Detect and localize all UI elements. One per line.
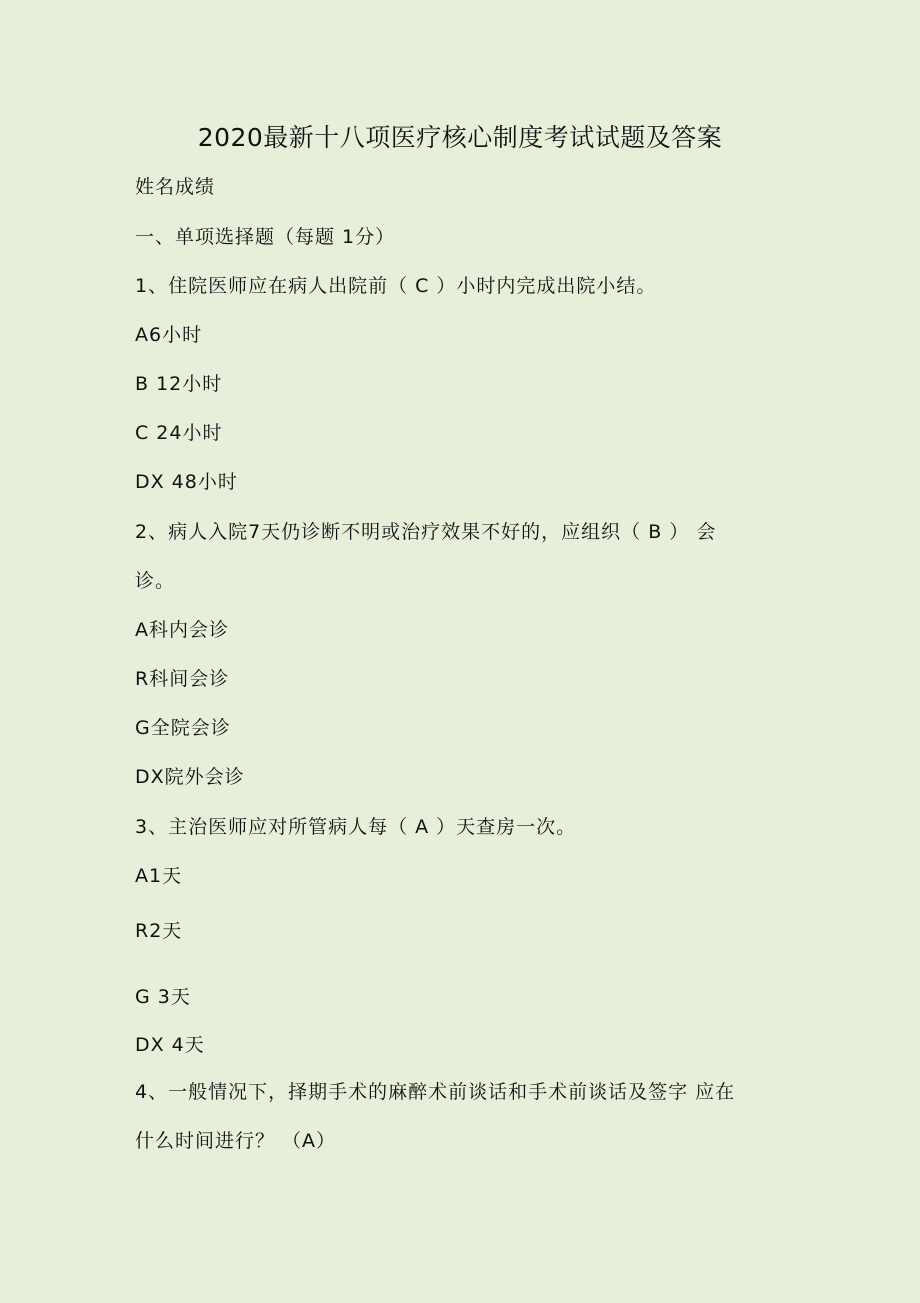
question-2: 2、病人入院7天仍诊断不明或治疗效果不好的，应组织（ B ） 会 [135,521,717,543]
question-3: 3、主治医师应对所管病人每（ A ）天查房一次。 [135,816,577,838]
q3-option-c: G 3天 [135,986,191,1008]
q1-option-b: B 12小时 [135,373,223,395]
name-score-line: 姓名成绩 [135,176,216,198]
q2-option-c: G全院会诊 [135,717,231,739]
q3-option-d: DX 4天 [135,1034,205,1056]
question-4: 4、一般情况下，择期手术的麻醉术前谈话和手术前谈话及签字 应在 [135,1081,736,1103]
q1-option-d: DX 48小时 [135,471,238,493]
q2-option-d: DX院外会诊 [135,766,245,788]
q3-option-b: R2天 [135,920,183,942]
question-1: 1、住院医师应在病人出院前（ C ）小时内完成出院小结。 [135,275,657,297]
section-heading: 一、单项选择题（每题 1分） [135,226,396,248]
q1-option-c: C 24小时 [135,422,223,444]
q2-option-a: A科内会诊 [135,619,229,641]
question-2-continued: 诊。 [135,570,176,592]
document-title: 2020最新十八项医疗核心制度考试试题及答案 [197,123,723,152]
q1-option-a: A6小时 [135,324,203,346]
question-4-continued: 什么时间进行？ （A） [135,1130,337,1152]
q3-option-a: A1天 [135,865,183,887]
q2-option-b: R科间会诊 [135,668,230,690]
